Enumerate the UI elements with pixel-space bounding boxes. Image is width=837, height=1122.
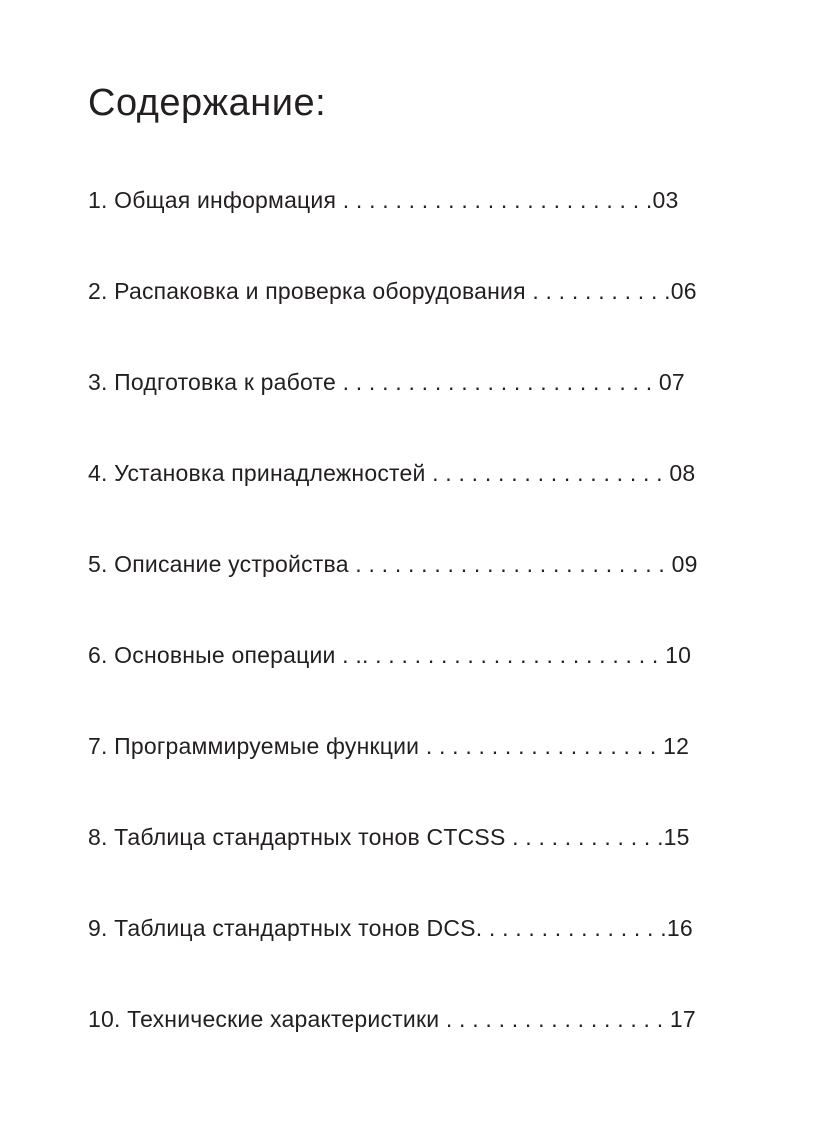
toc-page-number: 03 — [652, 187, 679, 213]
toc-entry — [88, 549, 698, 579]
toc-page-number: 15 — [663, 824, 690, 850]
toc-page-number: 06 — [670, 278, 697, 304]
toc-entry-label: 7. Программируемые функции — [88, 733, 420, 759]
toc-leader-dots: . . . . . . . . . . . . . . . . . . — [419, 733, 664, 759]
toc-entry-label: 9. Таблица стандартных тонов DCS. — [88, 915, 483, 941]
toc-entry-label: 3. Подготовка к работе — [88, 369, 336, 395]
toc-leader-dots: . . . . . . . . . . . . . . — [482, 915, 667, 941]
toc-page-number: 09 — [671, 551, 698, 577]
toc-page-number: 10 — [665, 642, 692, 668]
toc-entry — [88, 822, 690, 852]
toc-entry-label: 1. Общая информация — [88, 187, 337, 213]
toc-leader-dots: . . . . . . . . . . . . . . . . . — [439, 1006, 670, 1032]
toc-leader-dots: . . . . . . . . . . . . . . . . . . — [425, 460, 670, 486]
toc-entry-label: 5. Описание устройства — [88, 551, 349, 577]
toc-entry — [88, 913, 693, 943]
toc-entry-label: 10. Технические характеристики — [88, 1006, 440, 1032]
toc-entry — [88, 185, 678, 215]
toc-page-number: 08 — [669, 460, 696, 486]
toc-leader-dots: . . . . . . . . . . . . . . . . . . . . . . . . — [336, 187, 653, 213]
toc-entry — [88, 458, 695, 488]
toc-leader-dots: . . . . . . . . . . . . . . . . . . . . . . . . — [335, 369, 659, 395]
toc-leader-dots: . .. . . . . . . . . . . . . . . . . . . . . . . — [335, 642, 666, 668]
toc-page-number: 17 — [669, 1006, 696, 1032]
toc-leader-dots: . . . . . . . . . . . . — [505, 824, 664, 850]
toc-entry-label: 2. Распаковка и проверка оборудования — [88, 278, 526, 304]
toc-page-number: 12 — [663, 733, 690, 759]
toc-page-number: 16 — [666, 915, 693, 941]
toc-page-number: 07 — [658, 369, 685, 395]
toc-leader-dots: . . . . . . . . . . . — [525, 278, 671, 304]
toc-entry — [88, 367, 685, 397]
toc-entry — [88, 276, 697, 306]
toc-entry-label: 8. Таблица стандартных тонов CTCSS — [88, 824, 506, 850]
toc-entry-label: 4. Установка принадлежностей — [88, 460, 426, 486]
toc-entry — [88, 1004, 696, 1034]
page-title: Содержание: — [88, 82, 327, 124]
toc-entry — [88, 640, 691, 670]
toc-leader-dots: . . . . . . . . . . . . . . . . . . . . . . . . — [348, 551, 672, 577]
table-of-contents — [88, 0, 788, 1122]
toc-entry — [88, 731, 689, 761]
toc-entry-label: 6. Основные операции — [88, 642, 336, 668]
